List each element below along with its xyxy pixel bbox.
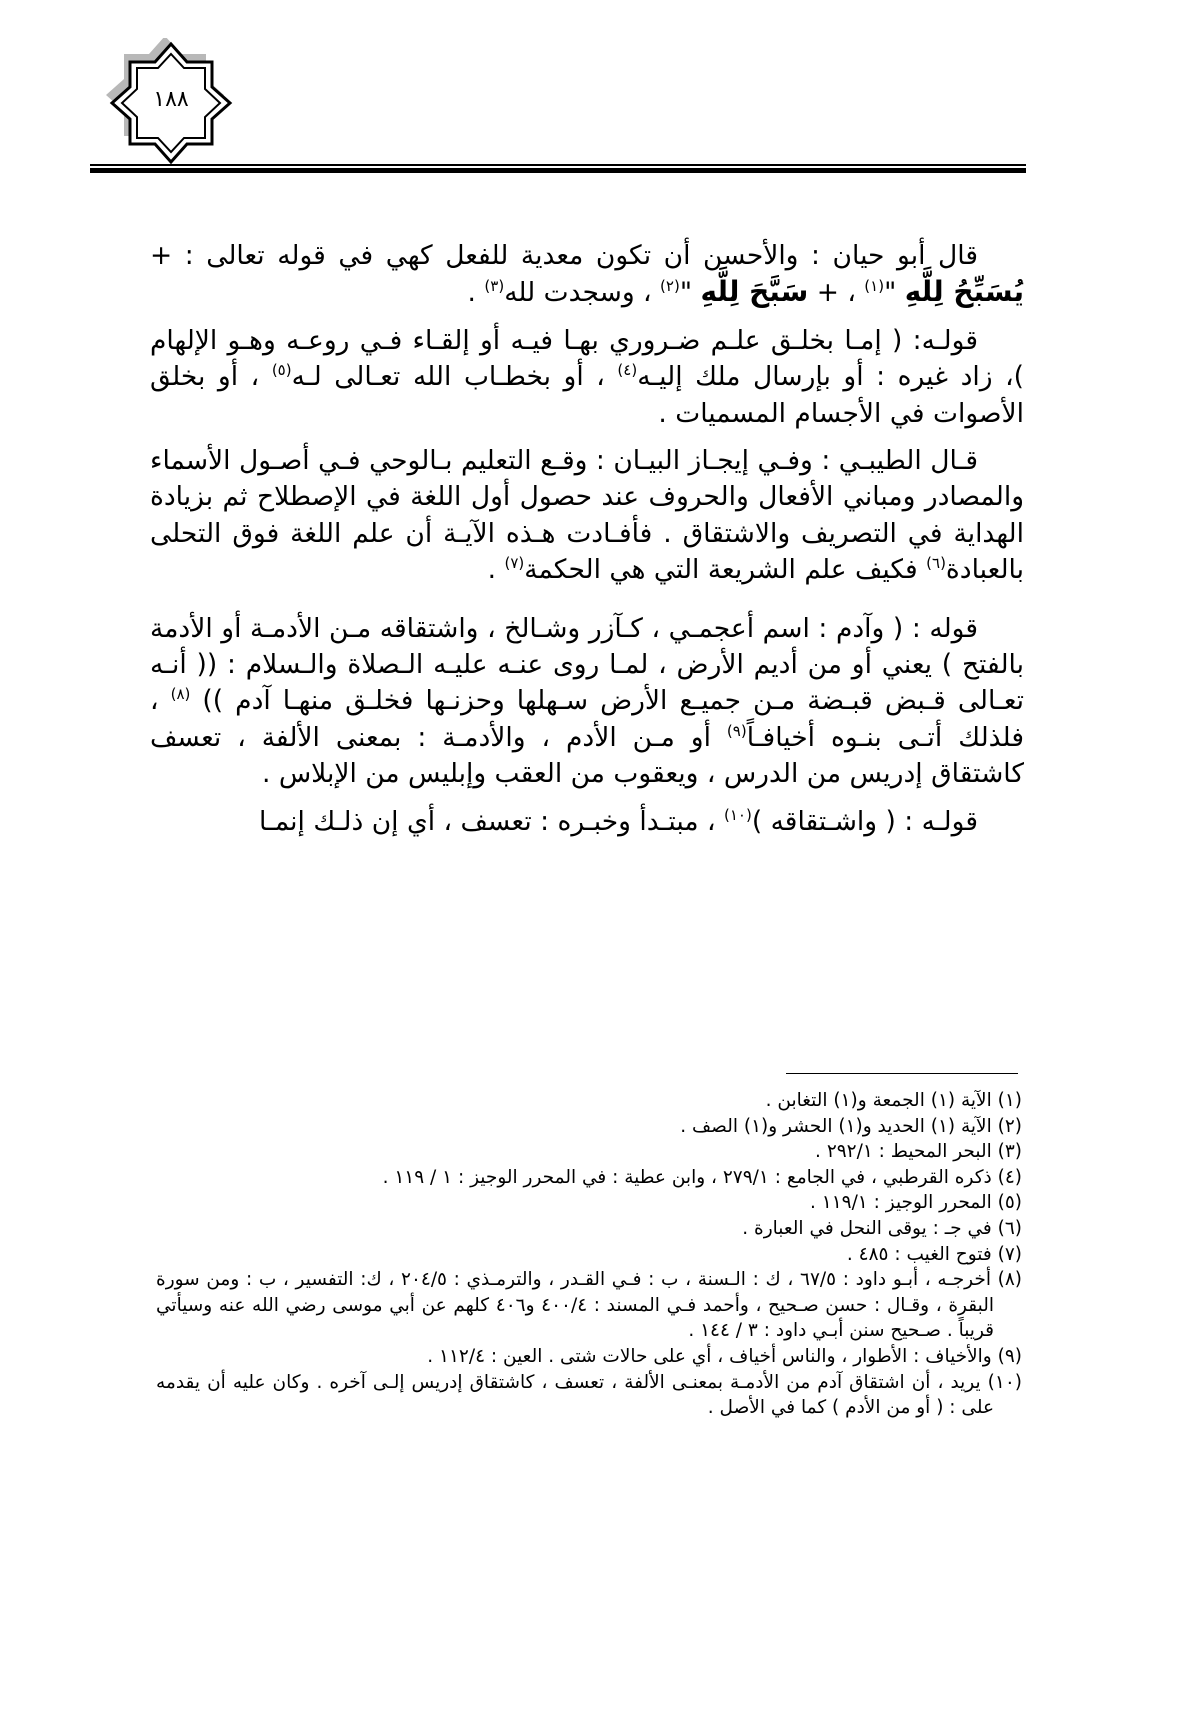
text-run: أو مـن الأدم ، والأدمـة : بمعنى الألفة ، تعسف كاشتقاق إدريس من الدرس ، ويعقوب من العقب وإبليس من الإبلاس .: [150, 721, 1024, 790]
paragraph-ilham: [150, 323, 1024, 432]
footnotes: [156, 1088, 1022, 1421]
footnote-ref: (٧): [504, 554, 525, 573]
text-run: قولـه: ( إمـا بخلـق علـم ضـروري بهـا فيـه أو إلقـاء فـي روعـه وهـو الإلهام )، زاد غيره : أو بإرسال ملك إليـه: [150, 324, 1025, 393]
text-run: .: [487, 554, 505, 586]
text-run: قوله : ( وآدم : اسم أعجمـي ، كـآزر وشـالخ ، واشتقاقه مـن الأدمـة أو الأدمة بالفتح ) يعني أو من أديم الأرض ، لمـا روى عنـه عليـه الـصلاة والـسلام : (( أنـه تعـالى قـبض قبـضة مـن جميـع الأرض سـهلها وحزنـها فخلـق منهـا آدم )): [150, 612, 1024, 717]
paragraph-tibi: [150, 443, 1024, 589]
footnote: (٤) ذكره القرطبي ، في الجامع : ٢٧٩/١ ، وابن عطية : في المحرر الوجيز : ١ / ١١٩ .: [382, 1166, 1022, 1188]
footnote-ref: (٨): [170, 685, 191, 704]
footnote: (٨) أخرجـه ، أبـو داود : ٦٧/٥ ، ك : الـسنة ، ب : فـي القـدر ، والترمـذي : ٢٠٤/٥ ، ك: التفسير ، ب : ومن سورة البقرة ، وقـال : حسن صـحيح ، وأحمد فـي المسند : ٤٠٠/٤ و٤٠٦ كلهم عن أبي موسى رضي الله عنه وسيأتي قريباً . صـحيح سنن أبـي داود : ٣ / ١٤٤ .: [156, 1269, 1022, 1342]
footnote: (٦) في جـ : يوقى النحل في العبارة .: [742, 1217, 1022, 1239]
text-run: ، أو بخلق الأصوات في الأجسام المسميات .: [150, 361, 1024, 429]
header-rule-thin: [90, 164, 1026, 166]
footnote-ref: (٩): [726, 721, 747, 740]
main-text: [150, 238, 1024, 840]
quran-quote: سَبَّحَ لِلَّهِ: [700, 275, 809, 309]
text-run: قال أبو حيان : والأحسن أن تكون معدية للفعل كهي في قوله تعالى : +: [150, 240, 978, 271]
footnote: (٩) والأخياف : الأطوار ، والناس أخياف ، أي على حالات شتى . العين : ١١٢/٤ .: [427, 1345, 1022, 1367]
quran-quote: يُسَبِّحُ لِلَّهِ: [904, 275, 1024, 309]
footnote: (٥) المحرر الوجيز : ١١٩/١ .: [810, 1192, 1022, 1214]
text-run: .: [467, 277, 485, 309]
text-run: فكيف علم الشريعة التي هي الحكمة: [524, 554, 927, 586]
footnote-ref: (١٠): [723, 805, 752, 824]
text-run: ، فلذلك أتـى بنـوه أخيافـاً: [150, 685, 1024, 753]
text-run: ، مبتـدأ وخبـره : تعسف ، أي إن ذلـك إنمـا: [259, 805, 724, 837]
text-run: قـال الطيبـي : وفـي إيجـاز البيـان : وقـع التعليم بـالوحي فـي أصـول الأسماء والمصادر ومباني الأفعال والحروف عند حصول أول اللغة في الإصطلاح ثم بزيادة الهداية في التصريف والاشتقاق . فأفـادت هـذه الآيـة أن علم اللغة فوق التحلى بالعبادة: [150, 445, 1024, 586]
footnote-ref: (٦): [926, 554, 946, 573]
footnote-ref: (١): [864, 277, 885, 296]
footnote: (٧) فتوح الغيب : ٤٨٥ .: [846, 1243, 1022, 1265]
paragraph-abu-hayyan: [150, 238, 1024, 312]
paragraph-ishtiqaq: [150, 804, 1024, 840]
footnote: (١٠) يريد ، أن اشتقاق آدم من الأدمـة بمعنـى الألفة ، تعسف ، كاشتقاق إدريس إلـى آخره . وكان عليه أن يقدمه على : ( أو من الأدم ) كما في الأصل .: [156, 1371, 1022, 1419]
header-rule-thick: [90, 168, 1026, 173]
text-run: قولـه : ( واشـتقاقه ): [751, 805, 978, 837]
text-run: ، +: [808, 277, 865, 309]
footnote: (١) الآية (١) الجمعة و(١) التغابن .: [765, 1090, 1022, 1111]
text-run: ": [884, 277, 905, 309]
footnote-ref: (٢): [660, 277, 680, 296]
footnote: (٢) الآية (١) الحديد و(١) الحشر و(١) الصف .: [680, 1115, 1022, 1137]
page-number: ١٨٨: [153, 87, 189, 112]
paragraph-adam: [150, 611, 1024, 793]
footnote: (٣) البحر المحيط : ٢٩٢/١ .: [815, 1141, 1022, 1163]
footnote-ref: (٤): [617, 361, 638, 380]
text-run: ، وسجدت لله: [504, 277, 661, 309]
text-run: ": [679, 277, 701, 309]
footnote-ref: (٣): [484, 277, 505, 296]
footnote-ref: (٥): [271, 361, 292, 380]
footnote-separator: [786, 1073, 1018, 1074]
text-run: ، أو بخطـاب الله تعـالى لـه: [291, 361, 618, 393]
